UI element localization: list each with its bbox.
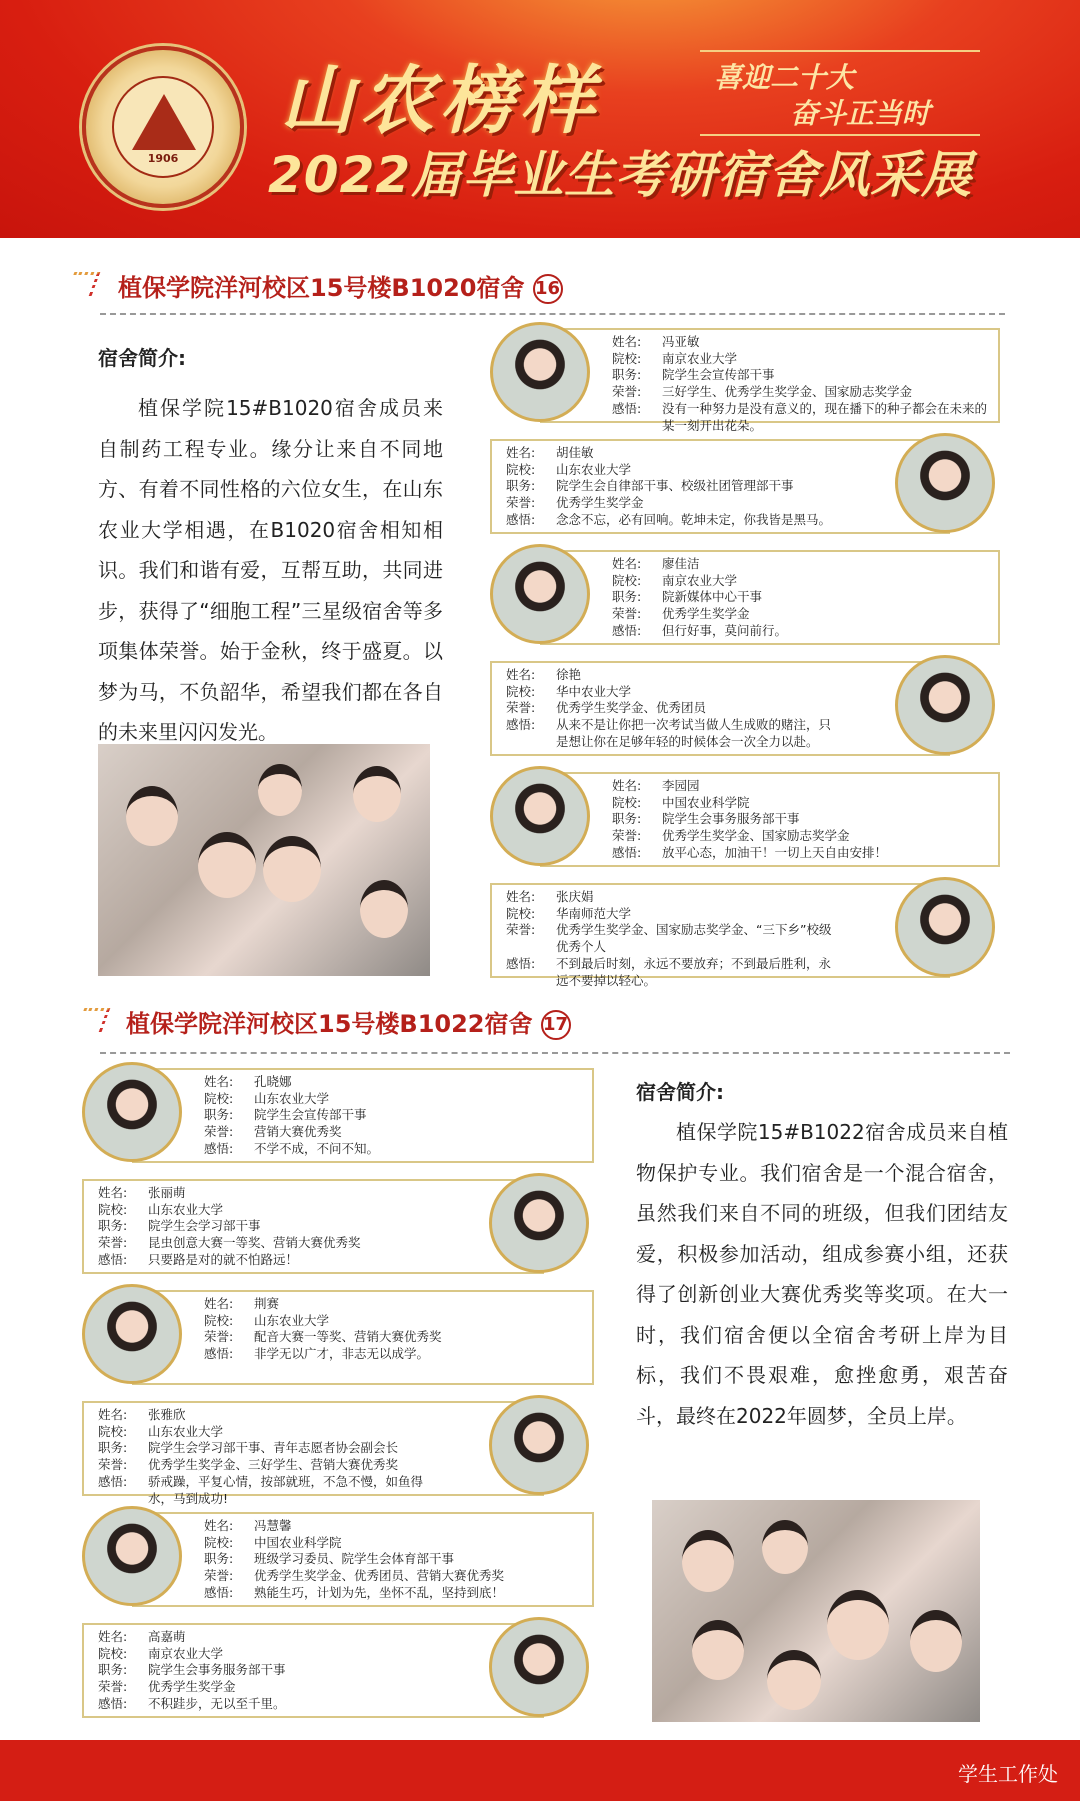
field-label: 职务: — [98, 1218, 128, 1234]
member-field — [204, 1585, 582, 1602]
member-avatar — [490, 322, 590, 422]
field-label: 院校: — [612, 794, 642, 810]
member-field — [612, 811, 988, 828]
field-value: 徐艳 — [556, 667, 582, 682]
field-label: 感悟: — [98, 1695, 128, 1711]
field-value: 优秀学生奖学金、三好学生、营销大赛优秀奖 — [148, 1457, 399, 1473]
member-field — [506, 717, 833, 750]
field-label: 感悟: — [98, 1251, 128, 1267]
member-card — [132, 1290, 594, 1385]
field-label: 荣誉: — [612, 828, 642, 844]
banner-title: 山农榜样 — [280, 58, 600, 144]
member-field — [506, 445, 833, 462]
member-field — [204, 1296, 582, 1313]
section-title-text: 植保学院洋河校区15号楼B1020宿舍 — [118, 274, 525, 302]
member-field — [506, 700, 833, 717]
field-label: 院校: — [506, 683, 536, 699]
member-field — [612, 384, 988, 401]
member-field — [98, 1474, 427, 1507]
member-field — [204, 1568, 582, 1585]
intro-heading: 宿舍简介: — [636, 1080, 724, 1104]
field-label: 职务: — [506, 478, 536, 494]
section-title-text: 植保学院洋河校区15号楼B1022宿舍 — [126, 1010, 533, 1038]
field-value: 山东农业大学 — [556, 461, 632, 477]
intro-text: 植保学院15#B1020宿舍成员来自制药工程专业。缘分让来自不同地方、有着不同性格的六位女生，在山东农业大学相遇，在B1020宿舍相知相识。我们和谐有爱，互帮互助，共同进步，获得了“细胞工程”三星级宿舍等多项集体荣誉。始于金秋，终于盛夏。以梦为马，不负韶华，希望我们都在各自的未来里闪闪发光。 — [98, 396, 443, 744]
field-value: 放平心态，加油干！一切上天自由安排！ — [662, 844, 888, 860]
member-card — [82, 1179, 544, 1274]
member-avatar — [82, 1506, 182, 1606]
footer-bar — [0, 1740, 1080, 1801]
field-value: 院学生会宣传部干事 — [254, 1107, 367, 1123]
field-label: 荣誉: — [98, 1457, 128, 1473]
field-value: 山东农业大学 — [254, 1312, 330, 1328]
field-value: 优秀学生奖学金、优秀团员、营销大赛优秀奖 — [254, 1568, 505, 1584]
field-value: 没有一种努力是没有意义的，现在播下的种子都会在未来的某一刻开出花朵。 — [662, 400, 988, 433]
field-label: 职务: — [612, 811, 642, 827]
member-field — [98, 1457, 427, 1474]
field-value: 张雅欣 — [148, 1407, 186, 1422]
member-field — [204, 1124, 582, 1141]
field-label: 姓名: — [98, 1185, 128, 1200]
group-photo — [98, 744, 430, 976]
member-field — [204, 1551, 582, 1568]
member-field — [612, 556, 988, 573]
member-field — [204, 1313, 582, 1330]
field-label: 姓名: — [204, 1518, 234, 1533]
member-field — [98, 1440, 427, 1457]
field-label: 荣誉: — [612, 606, 642, 622]
field-value: 廖佳洁 — [662, 556, 700, 571]
member-field — [612, 334, 988, 351]
field-value: 华中农业大学 — [556, 683, 632, 699]
member-field — [98, 1202, 427, 1219]
field-label: 职务: — [98, 1440, 128, 1456]
intro-heading: 宿舍简介: — [98, 346, 186, 370]
field-value: 配音大赛一等奖、营销大赛优秀奖 — [254, 1329, 442, 1345]
divider — [100, 313, 1005, 315]
member-field — [98, 1646, 427, 1663]
field-value: 不积跬步，无以至千里。 — [148, 1695, 286, 1711]
member-field — [98, 1407, 427, 1424]
member-field — [204, 1329, 582, 1346]
field-label: 感悟: — [98, 1473, 128, 1489]
field-label: 院校: — [98, 1423, 128, 1439]
section-marker-icon — [76, 1008, 111, 1032]
field-label: 荣誉: — [204, 1329, 234, 1345]
member-avatar — [490, 766, 590, 866]
member-field — [506, 512, 833, 529]
section-number: 16 — [533, 274, 563, 304]
field-value: 骄戒躁，平复心情，按部就班，不急不慢，如鱼得水，马到成功! — [148, 1473, 424, 1506]
field-label: 感悟: — [612, 622, 642, 638]
field-value: 院学生会学习部干事 — [148, 1218, 261, 1234]
member-card — [540, 328, 1000, 433]
member-avatar — [490, 544, 590, 644]
member-card — [490, 439, 950, 534]
field-value: 中国农业科学院 — [254, 1534, 342, 1550]
field-label: 姓名: — [506, 667, 536, 682]
field-label: 院校: — [204, 1312, 234, 1328]
member-field — [612, 623, 988, 640]
member-avatar — [82, 1284, 182, 1384]
field-value: 念念不忘，必有回响。乾坤未定，你我皆是黑马。 — [556, 511, 832, 527]
member-avatar — [895, 433, 995, 533]
member-field — [506, 684, 833, 701]
field-value: 优秀学生奖学金 — [148, 1679, 236, 1695]
field-label: 姓名: — [98, 1629, 128, 1644]
field-label: 荣誉: — [506, 495, 536, 511]
field-value: 山东农业大学 — [148, 1201, 224, 1217]
field-label: 院校: — [506, 905, 536, 921]
field-value: 中国农业科学院 — [662, 794, 750, 810]
field-value: 南京农业大学 — [662, 350, 738, 366]
member-field — [506, 889, 833, 906]
member-card — [82, 1401, 544, 1506]
field-label: 院校: — [204, 1090, 234, 1106]
university-logo — [82, 46, 244, 208]
field-value: 孔晓娜 — [254, 1074, 292, 1089]
field-label: 荣誉: — [98, 1235, 128, 1251]
member-field — [204, 1091, 582, 1108]
field-label: 荣誉: — [204, 1124, 234, 1140]
member-field — [612, 795, 988, 812]
field-label: 荣誉: — [506, 922, 536, 938]
field-value: 优秀学生奖学金 — [662, 606, 750, 622]
field-label: 荣誉: — [98, 1679, 128, 1695]
field-label: 院校: — [612, 350, 642, 366]
field-value: 优秀学生奖学金 — [556, 495, 644, 511]
logo-year: 1906 — [147, 152, 179, 165]
section-title-b1020 — [118, 268, 563, 304]
member-field — [204, 1141, 582, 1158]
member-field — [612, 351, 988, 368]
field-label: 院校: — [506, 461, 536, 477]
field-value: 李园园 — [662, 778, 700, 793]
field-label: 姓名: — [506, 445, 536, 460]
member-field — [506, 462, 833, 479]
field-value: 院学生会自律部干事、校级社团管理部干事 — [556, 478, 794, 494]
field-label: 姓名: — [612, 334, 642, 349]
field-label: 职务: — [612, 367, 642, 383]
field-value: 不到最后时刻，永远不要放弃；不到最后胜利，永远不要掉以轻心。 — [556, 955, 832, 988]
member-field — [98, 1679, 427, 1696]
footer-text: 学生工作处 — [958, 1762, 1058, 1786]
slogan-line2: 奋斗正当时 — [790, 97, 931, 130]
field-value: 华南师范大学 — [556, 905, 632, 921]
field-label: 职务: — [612, 589, 642, 605]
member-field — [204, 1107, 582, 1124]
member-field — [612, 845, 988, 862]
field-value: 山东农业大学 — [254, 1090, 330, 1106]
member-field — [204, 1518, 582, 1535]
member-avatar — [895, 655, 995, 755]
member-field — [612, 606, 988, 623]
member-field — [204, 1074, 582, 1091]
field-label: 荣誉: — [612, 384, 642, 400]
field-value: 优秀学生奖学金、国家励志奖学金 — [662, 828, 850, 844]
field-value: 冯亚敏 — [662, 334, 700, 349]
member-card — [132, 1068, 594, 1163]
field-label: 姓名: — [612, 556, 642, 571]
member-card — [490, 883, 950, 988]
field-label: 姓名: — [98, 1407, 128, 1422]
member-avatar — [489, 1617, 589, 1717]
intro-text: 植保学院15#B1022宿舍成员来自植物保护专业。我们宿舍是一个混合宿舍，虽然我们来自不同的班级，但我们团结友爱，积极参加活动，组成参赛小组，还获得了创新创业大赛优秀奖等奖项。在大一时，我们宿舍便以全宿舍考研上岸为目标，我们不畏艰难，愈挫愈勇，艰苦奋斗，最终在2022年圆梦，全员上岸。 — [636, 1120, 1008, 1428]
field-value: 院学生会事务服务部干事 — [148, 1662, 286, 1678]
member-field — [98, 1218, 427, 1235]
member-field — [506, 956, 833, 989]
field-value: 优秀学生奖学金、优秀团员 — [556, 700, 707, 716]
field-value: 冯慧馨 — [254, 1518, 292, 1533]
member-field — [506, 906, 833, 923]
member-field — [612, 778, 988, 795]
page-header — [0, 0, 1080, 238]
field-value: 胡佳敏 — [556, 445, 594, 460]
section-number: 17 — [541, 1010, 571, 1040]
field-label: 姓名: — [204, 1296, 234, 1311]
group-photo — [652, 1500, 980, 1722]
field-value: 院学生会宣传部干事 — [662, 367, 775, 383]
member-card — [490, 661, 950, 756]
field-value: 荆赛 — [254, 1296, 280, 1311]
field-value: 优秀学生奖学金、国家励志奖学金、“三下乡”校级优秀个人 — [556, 922, 832, 955]
field-label: 职务: — [98, 1662, 128, 1678]
member-avatar — [489, 1173, 589, 1273]
member-field — [98, 1629, 427, 1646]
field-value: 院学生会学习部干事、青年志愿者协会副会长 — [148, 1440, 399, 1456]
field-value: 非学无以广才，非志无以成学。 — [254, 1346, 430, 1362]
field-label: 荣誉: — [204, 1568, 234, 1584]
field-label: 院校: — [98, 1201, 128, 1217]
field-label: 姓名: — [506, 889, 536, 904]
field-label: 感悟: — [204, 1140, 234, 1156]
member-field — [506, 478, 833, 495]
field-value: 但行好事，莫问前行。 — [662, 622, 788, 638]
member-field — [612, 367, 988, 384]
field-value: 张庆娟 — [556, 889, 594, 904]
field-label: 感悟: — [612, 844, 642, 860]
field-label: 荣誉: — [506, 700, 536, 716]
member-field — [98, 1662, 427, 1679]
field-label: 感悟: — [506, 511, 536, 527]
field-label: 感悟: — [506, 955, 536, 971]
field-value: 院学生会事务服务部干事 — [662, 811, 800, 827]
field-label: 职务: — [204, 1551, 234, 1567]
field-value: 院新媒体中心干事 — [662, 589, 763, 605]
member-field — [98, 1235, 427, 1252]
field-value: 不学不成，不问不知。 — [254, 1140, 380, 1156]
member-field — [612, 828, 988, 845]
field-label: 院校: — [204, 1534, 234, 1550]
section-marker-icon — [66, 272, 101, 296]
field-value: 从来不是让你把一次考试当做人生成败的赌注，只是想让你在足够年轻的时候体会一次全力以赴。 — [556, 717, 832, 749]
field-label: 感悟: — [612, 400, 642, 416]
member-field — [204, 1346, 582, 1363]
field-value: 昆虫创意大赛一等奖、营销大赛优秀奖 — [148, 1235, 361, 1251]
field-label: 姓名: — [204, 1074, 234, 1089]
field-label: 院校: — [612, 572, 642, 588]
field-value: 山东农业大学 — [148, 1423, 224, 1439]
member-field — [506, 667, 833, 684]
field-label: 感悟: — [204, 1346, 234, 1362]
member-field — [506, 922, 833, 955]
member-avatar — [489, 1395, 589, 1495]
field-value: 班级学习委员、院学生会体育部干事 — [254, 1551, 455, 1567]
member-field — [506, 495, 833, 512]
member-field — [98, 1424, 427, 1441]
field-value: 营销大赛优秀奖 — [254, 1124, 342, 1140]
section-title-b1022 — [126, 1004, 571, 1040]
field-value: 三好学生、优秀学生奖学金、国家励志奖学金 — [662, 384, 913, 400]
field-value: 南京农业大学 — [662, 572, 738, 588]
member-avatar — [82, 1062, 182, 1162]
field-label: 感悟: — [506, 717, 536, 733]
field-value: 张丽萌 — [148, 1185, 186, 1200]
member-field — [612, 573, 988, 590]
member-avatar — [895, 877, 995, 977]
field-value: 高嘉萌 — [148, 1629, 186, 1644]
member-card — [132, 1512, 594, 1607]
divider — [100, 1052, 1010, 1054]
member-field — [612, 401, 988, 434]
field-value: 南京农业大学 — [148, 1645, 224, 1661]
member-card — [540, 772, 1000, 867]
field-value: 熟能生巧，计划为先，坐怀不乱，坚持到底！ — [254, 1584, 505, 1600]
field-label: 院校: — [98, 1645, 128, 1661]
slogan-line1: 喜迎二十大 — [714, 61, 855, 94]
member-field — [98, 1252, 427, 1269]
banner-subtitle: 2022届毕业生考研宿舍风采展 — [268, 146, 973, 204]
field-value: 只要路是对的就不怕路远！ — [148, 1251, 299, 1267]
member-field — [98, 1696, 427, 1713]
member-card — [540, 550, 1000, 645]
member-field — [612, 589, 988, 606]
member-field — [204, 1535, 582, 1552]
field-label: 职务: — [204, 1107, 234, 1123]
member-card — [82, 1623, 544, 1718]
member-field — [98, 1185, 427, 1202]
field-label: 感悟: — [204, 1584, 234, 1600]
field-label: 姓名: — [612, 778, 642, 793]
